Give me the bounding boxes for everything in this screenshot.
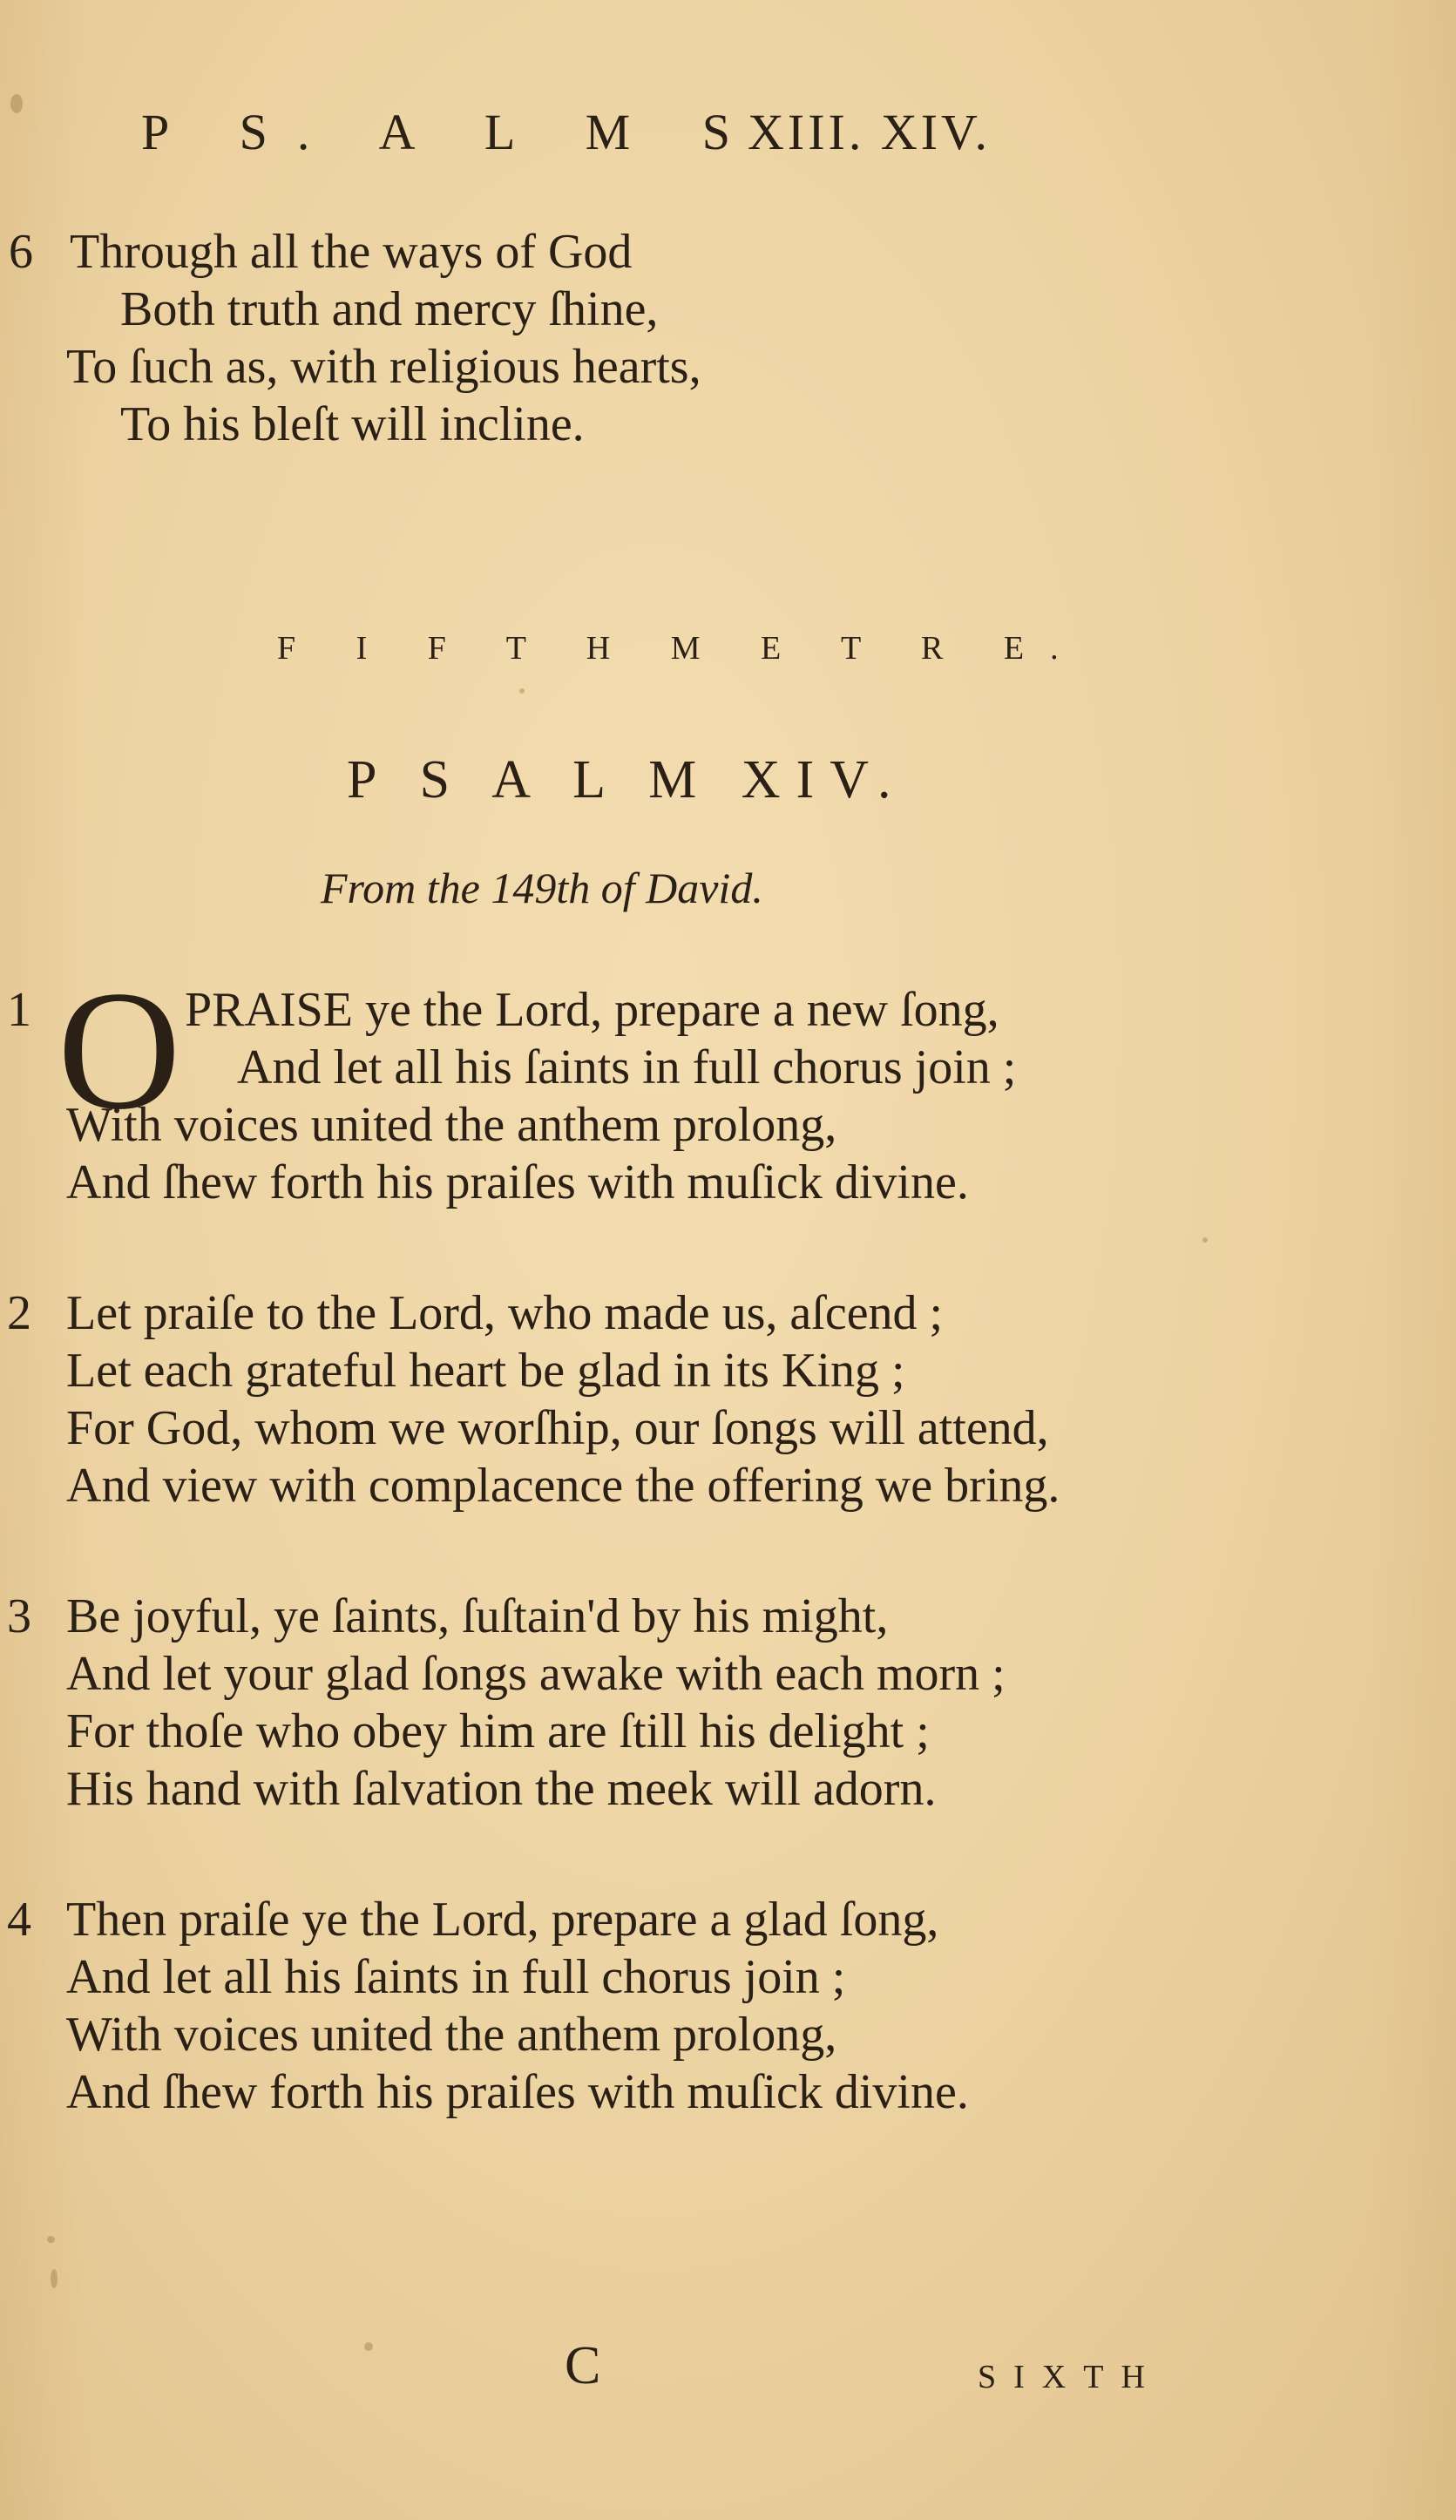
paper-spot [10,94,23,113]
verse-line: Both truth and mercy ſhine, [120,282,659,336]
verse-line: And ſhew forth his praiſes with muſick divine. [66,2065,969,2119]
psalm-subtitle: From the 149th of David. [321,864,763,912]
paper-spot [1202,1237,1208,1243]
verse-line: With voices united the anthem prolong, [66,2008,837,2062]
verse-line: With voices united the anthem prolong, [66,1098,837,1152]
verse-line: Then praiſe ye the Lord, prepare a glad ſong, [66,1893,939,1947]
signature-mark: C [565,2336,601,2395]
metre-heading: F I F T H M E T R E. [277,630,1085,667]
stanza-number: 4 [7,1893,31,1947]
verse-line: And let all his ſaints in full chorus join ; [237,1040,1017,1094]
verse-line: Be joyful, ye ſaints, ſuſtain'd by his might, [66,1589,889,1643]
verse-line: And view with complacence the offering we bring. [66,1459,1060,1513]
verse-line: To ſuch as, with religious hearts, [66,340,701,394]
paper-spot [519,688,525,694]
verse-line: For thoſe who obey him are ſtill his delight ; [66,1704,930,1758]
psalm-title: P S A L M XIV. [347,750,907,810]
paper-spot [51,2269,58,2288]
stanza-number: 6 [9,225,33,279]
verse-line: For God, whom we worſhip, our ſongs will attend, [66,1401,1049,1455]
stanza-number: 1 [7,983,31,1037]
paper-spot [47,2236,55,2243]
verse-line: And ſhew forth his praiſes with muſick divine. [66,1155,969,1209]
verse-line: His hand with ſalvation the meek will adorn. [66,1762,937,1816]
stanza-number: 2 [7,1286,31,1340]
verse-line: And let all his ſaints in full chorus join ; [66,1950,846,2004]
stanza-number: 3 [7,1589,31,1643]
verse-line: And let your glad ſongs awake with each morn ; [66,1647,1006,1701]
verse-line: To his bleſt will incline. [120,397,585,451]
paper-spot [364,2342,373,2351]
verse-line: Let praiſe to the Lord, who made us, aſcend ; [66,1286,944,1340]
catchword: SIXTH [978,2359,1162,2395]
verse-line: Through all the ways of God [70,225,633,279]
running-head-title: P S. A L M S [141,104,760,160]
verse-line: Let each grateful heart be glad in its King ; [66,1344,905,1398]
verse-line: PRAISE ye the Lord, prepare a new ſong, [185,983,999,1037]
running-head-numbers: XIII. XIV. [748,104,991,160]
drop-cap: O [58,956,181,1145]
